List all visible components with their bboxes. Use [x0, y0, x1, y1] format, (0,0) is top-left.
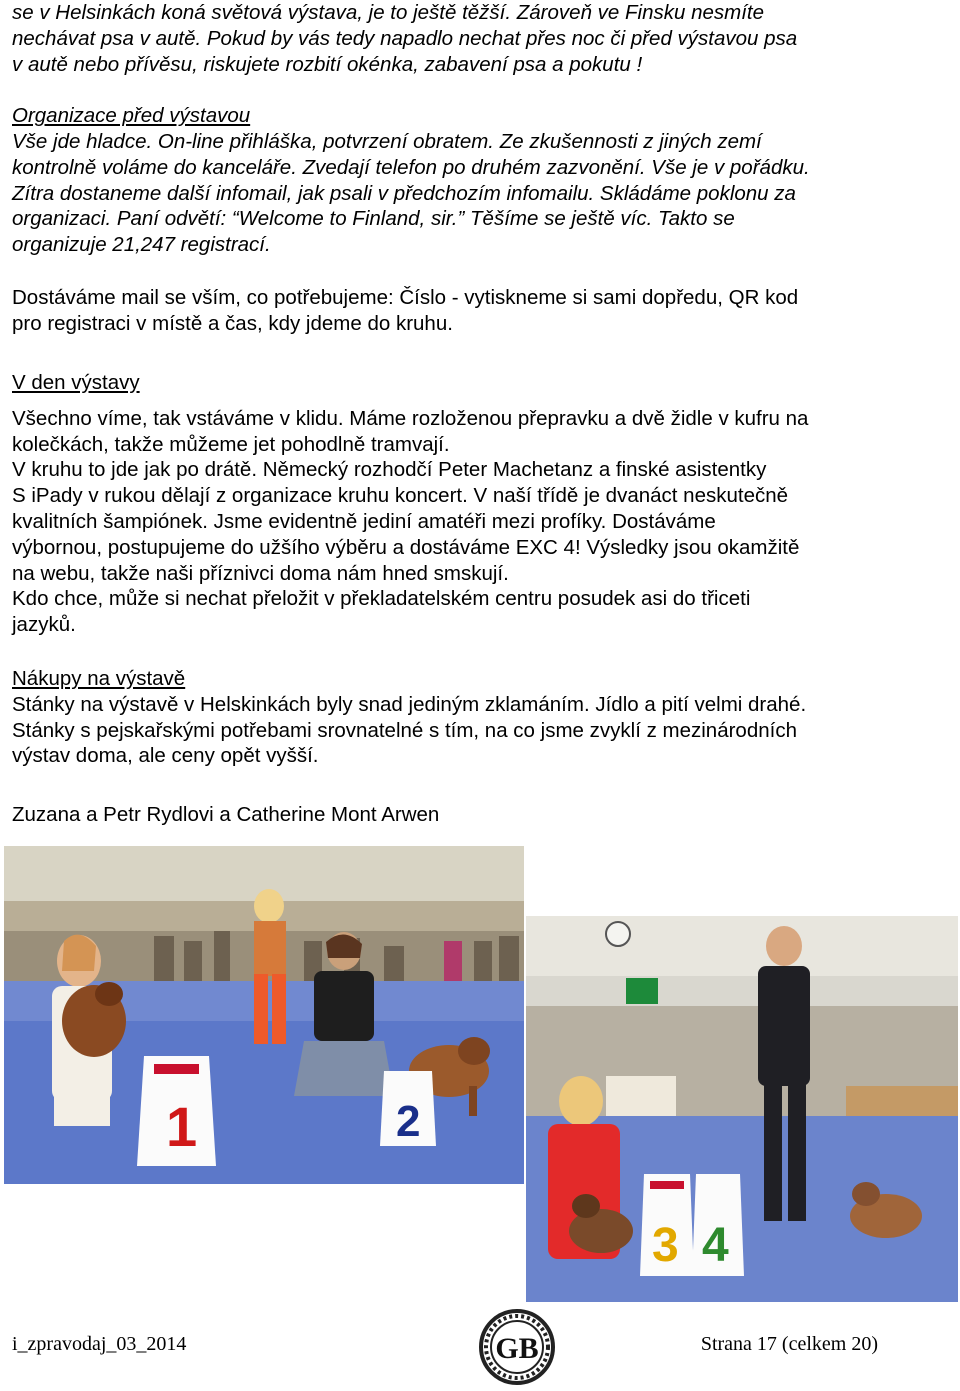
sign-number-1: 1 — [166, 1095, 198, 1158]
heading-organizace: Organizace před výstavou — [12, 104, 251, 128]
sign-number-4: 4 — [702, 1219, 729, 1272]
den-vystavy-line: V kruhu to jde jak po drátě. Německý rozhodčí Peter Machetanz a finské asistentky — [12, 458, 767, 482]
dog-show-photo-1 — [4, 846, 524, 1184]
den-vystavy-line: výbornou, postupujeme do užšího výběru a dostáváme EXC 4! Výsledky jsou okamžitě — [12, 535, 800, 559]
club-logo — [474, 1308, 560, 1386]
organizace-paragraph — [12, 129, 942, 258]
organizace-line: organizuje 21,247 registrací. — [12, 233, 271, 257]
mail-line: Dostáváme mail se vším, co potřebujeme: Číslo - vytiskneme si sami dopředu, QR kod — [12, 286, 799, 309]
sign-number-2: 2 — [396, 1097, 421, 1146]
signature-block — [12, 802, 942, 828]
den-vystavy-line: na webu, takže naši příznivci doma nám hned smskují. — [12, 561, 509, 585]
nakupy-line: výstav doma, ale ceny opět vyšší. — [12, 744, 319, 768]
intro-line: se v Helsinkách koná světová výstava, je to ještě těžší. Zároveň ve Finsku nesmíte — [12, 1, 765, 24]
article-text — [12, 0, 942, 284]
dog-show-photo-2 — [526, 916, 958, 1302]
den-vystavy-line: Kdo chce, může si nechat přeložit v překladatelském centru posudek asi do třiceti — [12, 587, 751, 611]
nakupy-section — [12, 666, 942, 769]
mail-paragraph — [12, 285, 942, 337]
den-vystavy-line: Všechno víme, tak vstáváme v klidu. Máme rozloženou přepravku a dvě židle v kufru na — [12, 406, 809, 430]
heading-den-vystavy: V den výstavy — [12, 371, 140, 394]
organizace-line: Zítra dostaneme další infomail, jak psali v předchozím infomailu. Skládáme poklonu za — [12, 181, 796, 205]
intro-line: nechávat psa v autě. Pokud by vás tedy napadlo nechat přes noc či před výstavou psa — [12, 26, 798, 50]
intro-line: v autě nebo přívěsu, riskujete rozbití okénka, zabavení psa a pokutu ! — [12, 52, 643, 76]
sign-number-3: 3 — [652, 1219, 679, 1272]
nakupy-line: Stánky na výstavě v Helskinkách byly snad jediným zklamáním. Jídlo a pití velmi drahé. — [12, 692, 807, 716]
footer-issue-label: i_zpravodaj_03_2014 — [12, 1333, 187, 1355]
heading-nakupy: Nákupy na výstavě — [12, 667, 186, 690]
den-vystavy-line: S iPady v rukou dělají z organizace kruhu koncert. V naší třídě je dvanáct neskutečně — [12, 484, 789, 508]
den-vystavy-line: jazyků. — [12, 613, 76, 637]
nakupy-line: Stánky s pejskařskými potřebami srovnatelné s tím, na co jsme zvyklí z mezinárodních — [12, 718, 797, 742]
signature: Zuzana a Petr Rydlovi a Catherine Mont Arwen — [12, 803, 440, 826]
mail-line: pro registraci v místě a čas, kdy jdeme do kruhu. — [12, 311, 453, 335]
organizace-line: Vše jde hladce. On-line přihláška, potvrzení obratem. Ze zkušennosti z jiných zemí — [12, 129, 762, 153]
footer-page-number: Strana 17 (celkem 20) — [700, 1333, 878, 1355]
organizace-line: kontrolně voláme do kanceláře. Zvedají telefon po druhém zazvonění. Vše je v pořádku. — [12, 155, 810, 179]
den-vystavy-line: kvalitních šampiónek. Jsme evidentně jediní amatéři mezi profíky. Dostáváme — [12, 509, 716, 533]
den-vystavy-section — [12, 370, 942, 638]
den-vystavy-line: kolečkách, takže můžeme jet pohodlně tramvají. — [12, 432, 450, 456]
club-logo-initials: GB — [495, 1332, 539, 1365]
organizace-line: organizaci. Paní odvětí: “Welcome to Finland, sir.” Těšíme se ještě víc. Takto se — [12, 207, 735, 231]
intro-paragraph — [12, 0, 942, 77]
